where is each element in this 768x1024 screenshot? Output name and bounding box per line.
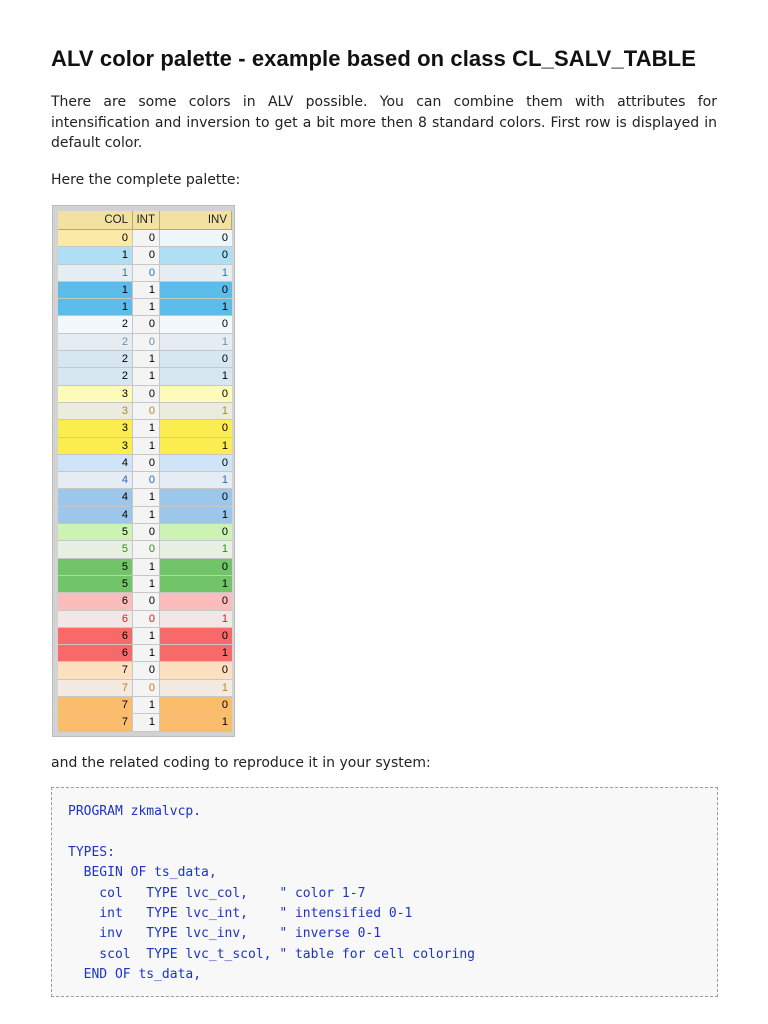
table-row xyxy=(58,334,232,351)
code-line: int TYPE lvc_int, " intensified 0-1 xyxy=(68,906,413,921)
cell-int: 0 xyxy=(133,472,160,488)
table-row xyxy=(58,489,232,506)
cell-inv: 0 xyxy=(160,247,232,263)
code-line: PROGRAM zkmalvcp. xyxy=(68,804,202,819)
table-row xyxy=(58,455,232,472)
table-row xyxy=(58,299,232,316)
cell-int: 1 xyxy=(133,282,160,298)
cell-col: 3 xyxy=(58,403,133,419)
code-line: END OF ts_data, xyxy=(68,967,202,983)
cell-inv: 1 xyxy=(160,368,232,384)
table-row xyxy=(58,247,232,264)
cell-col: 3 xyxy=(58,420,133,436)
table-row xyxy=(58,351,232,368)
cell-col: 4 xyxy=(58,489,133,505)
cell-inv: 0 xyxy=(160,489,232,505)
cell-int: 0 xyxy=(133,265,160,281)
code-block xyxy=(51,787,718,997)
palette-table-image xyxy=(52,205,235,737)
cell-int: 0 xyxy=(133,386,160,402)
cell-int: 0 xyxy=(133,230,160,246)
table-row xyxy=(58,386,232,403)
cell-inv: 1 xyxy=(160,576,232,592)
cell-col: 6 xyxy=(58,593,133,609)
cell-int: 1 xyxy=(133,697,160,713)
table-row xyxy=(58,714,232,731)
cell-int: 1 xyxy=(133,645,160,661)
cell-inv: 0 xyxy=(160,420,232,436)
cell-int: 0 xyxy=(133,680,160,696)
cell-col: 4 xyxy=(58,455,133,471)
cell-inv: 1 xyxy=(160,299,232,315)
cell-col: 5 xyxy=(58,576,133,592)
cell-int: 0 xyxy=(133,611,160,627)
cell-inv: 0 xyxy=(160,351,232,367)
cell-inv: 1 xyxy=(160,645,232,661)
cell-col: 2 xyxy=(58,334,133,350)
cell-int: 1 xyxy=(133,576,160,592)
table-row xyxy=(58,541,232,558)
cell-inv: 1 xyxy=(160,507,232,523)
cell-inv: 0 xyxy=(160,697,232,713)
table-row xyxy=(58,403,232,420)
table-row xyxy=(58,611,232,628)
cell-col: 5 xyxy=(58,559,133,575)
cell-inv: 0 xyxy=(160,316,232,332)
cell-inv: 1 xyxy=(160,265,232,281)
cell-inv: 1 xyxy=(160,714,232,730)
cell-inv: 0 xyxy=(160,628,232,644)
table-row xyxy=(58,697,232,714)
code-intro-paragraph: and the related coding to reproduce it in your system: xyxy=(51,755,431,771)
cell-int: 1 xyxy=(133,628,160,644)
cell-int: 1 xyxy=(133,368,160,384)
cell-int: 0 xyxy=(133,541,160,557)
cell-inv: 0 xyxy=(160,455,232,471)
page-title: ALV color palette - example based on class CL_SALV_TABLE xyxy=(51,46,696,71)
cell-int: 1 xyxy=(133,489,160,505)
cell-int: 1 xyxy=(133,351,160,367)
cell-col: 1 xyxy=(58,247,133,263)
cell-col: 1 xyxy=(58,265,133,281)
cell-int: 0 xyxy=(133,334,160,350)
cell-col: 7 xyxy=(58,714,133,730)
table-row xyxy=(58,282,232,299)
cell-col: 4 xyxy=(58,507,133,523)
cell-inv: 0 xyxy=(160,593,232,609)
code-line: BEGIN OF ts_data, xyxy=(68,865,217,881)
table-row xyxy=(58,559,232,576)
cell-int: 0 xyxy=(133,524,160,540)
cell-int: 0 xyxy=(133,247,160,263)
header-inv: INV xyxy=(160,211,232,229)
cell-int: 1 xyxy=(133,714,160,730)
cell-col: 6 xyxy=(58,645,133,661)
cell-col: 2 xyxy=(58,316,133,332)
cell-col: 5 xyxy=(58,524,133,540)
cell-int: 1 xyxy=(133,299,160,315)
cell-inv: 0 xyxy=(160,662,232,678)
table-row xyxy=(58,507,232,524)
table-row xyxy=(58,316,232,333)
cell-col: 3 xyxy=(58,438,133,454)
table-row xyxy=(58,593,232,610)
table-row xyxy=(58,420,232,437)
cell-inv: 1 xyxy=(160,334,232,350)
intro-paragraph: There are some colors in ALV possible. You can combine them with attributes for intensification and inversion to get a bit more then 8 standard colors. First row is displayed in default color. xyxy=(51,94,717,151)
table-row xyxy=(58,438,232,455)
cell-inv: 0 xyxy=(160,386,232,402)
cell-col: 7 xyxy=(58,697,133,713)
alv-color-table xyxy=(58,211,232,732)
cell-col: 6 xyxy=(58,611,133,627)
table-row xyxy=(58,680,232,697)
cell-int: 1 xyxy=(133,559,160,575)
cell-inv: 1 xyxy=(160,680,232,696)
header-col: COL xyxy=(58,211,133,229)
table-row xyxy=(58,662,232,679)
cell-int: 1 xyxy=(133,438,160,454)
cell-inv: 0 xyxy=(160,230,232,246)
table-row xyxy=(58,628,232,645)
table-row xyxy=(58,265,232,282)
table-row xyxy=(58,576,232,593)
cell-inv: 1 xyxy=(160,611,232,627)
cell-col: 2 xyxy=(58,351,133,367)
table-row xyxy=(58,368,232,385)
code-line: col TYPE lvc_col, " color 1-7 xyxy=(68,885,366,901)
cell-int: 0 xyxy=(133,593,160,609)
cell-col: 2 xyxy=(58,368,133,384)
cell-inv: 1 xyxy=(160,541,232,557)
cell-int: 0 xyxy=(133,455,160,471)
code-line: inv TYPE lvc_inv, " inverse 0-1 xyxy=(68,926,382,942)
cell-col: 6 xyxy=(58,628,133,644)
table-row xyxy=(58,472,232,489)
cell-col: 5 xyxy=(58,541,133,557)
cell-col: 1 xyxy=(58,299,133,315)
cell-col: 3 xyxy=(58,386,133,402)
cell-col: 7 xyxy=(58,662,133,678)
cell-inv: 0 xyxy=(160,282,232,298)
cell-inv: 0 xyxy=(160,524,232,540)
cell-int: 1 xyxy=(133,420,160,436)
table-row xyxy=(58,524,232,541)
code-line: TYPES: xyxy=(68,844,115,860)
table-row xyxy=(58,230,232,247)
code-line: scol TYPE lvc_t_scol, " table for cell coloring xyxy=(68,946,475,962)
cell-int: 0 xyxy=(133,403,160,419)
cell-col: 4 xyxy=(58,472,133,488)
cell-inv: 1 xyxy=(160,438,232,454)
table-row xyxy=(58,645,232,662)
cell-inv: 1 xyxy=(160,472,232,488)
cell-int: 0 xyxy=(133,316,160,332)
palette-intro-paragraph: Here the complete palette: xyxy=(51,172,241,188)
cell-inv: 1 xyxy=(160,403,232,419)
table-header-row xyxy=(58,211,232,230)
cell-int: 1 xyxy=(133,507,160,523)
cell-inv: 0 xyxy=(160,559,232,575)
header-int: INT xyxy=(133,211,160,229)
cell-col: 0 xyxy=(58,230,133,246)
cell-col: 1 xyxy=(58,282,133,298)
cell-col: 7 xyxy=(58,680,133,696)
cell-int: 0 xyxy=(133,662,160,678)
